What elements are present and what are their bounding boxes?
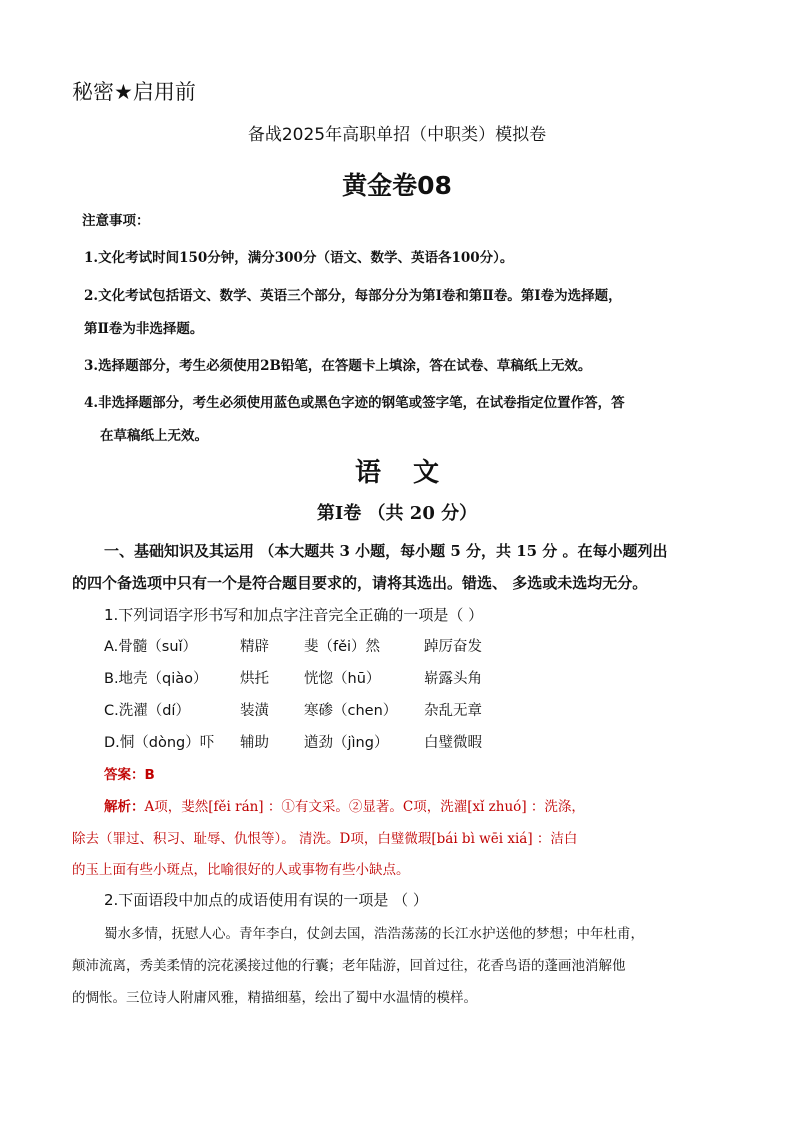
passage-line-1: 蜀水多情，抚慰人心。青年李白，仗剑去国，浩浩荡荡的长江水护送他的梦想；中年杜甫， — [104, 926, 644, 942]
explanation-label: 解析： — [104, 799, 145, 815]
note-item: 1.文化考试时间150分钟，满分300分（语文、数学、英语各100分）。 — [84, 250, 514, 266]
question-1-stem: 1.下列词语字形书写和加点字注音完全正确的一项是（ ） — [104, 606, 484, 624]
note-item: 在草稿纸上无效。 — [100, 428, 208, 444]
exam-subtitle: 备战2025年高职单招（中职类）模拟卷 — [247, 125, 547, 145]
passage-line-2: 颠沛流离，秀美柔情的浣花溪接过他的行囊；老年陆游，回首过往，花香鸟语的蓬画池消解他 — [72, 958, 626, 974]
explanation-line-1 — [104, 795, 585, 815]
option-b-word-4: 崭露头角 — [424, 671, 482, 687]
option-a-word-1: A.骨髓（suǐ） — [104, 639, 198, 655]
option-a-word-3: 斐（fěi）然 — [304, 639, 381, 655]
confidential-mark: 秘密★启用前 — [72, 80, 196, 104]
option-d-word-1: D.恫（dòng）吓 — [104, 735, 215, 751]
exam-title: 黄金卷08 — [342, 171, 452, 200]
subject-heading: 语文 — [354, 458, 471, 488]
option-b-word-3: 恍惚（hū） — [304, 671, 381, 687]
option-c-word-4: 杂乱无章 — [424, 703, 482, 719]
explanation-text: A项，斐然[fěi rán] ：①有文采。②显著。C项，洗濯[xǐ zhuó] ：洗涤， — [144, 799, 585, 815]
option-a-word-2: 精辟 — [240, 639, 269, 655]
option-c-word-3: 寒碜（chen） — [304, 703, 398, 719]
note-item: 第Ⅱ卷为非选择题。 — [84, 321, 204, 337]
note-item: 4.非选择题部分，考生必须使用蓝色或黑色字迹的钢笔或签字笔，在试卷指定位置作答，答 — [84, 395, 625, 411]
note-item: 3.选择题部分，考生必须使用2B铅笔，在答题卡上填涂，答在试卷、草稿纸上无效。 — [84, 358, 592, 374]
volume-heading: 第Ⅰ卷 （共 20 分） — [316, 503, 478, 524]
option-d-word-4: 白璧微暇 — [424, 735, 482, 751]
section-instruction: 一、基础知识及其运用 （本大题共 3 小题，每小题 5 分，共 15 分 。在每小题列出 — [104, 542, 668, 560]
option-a-word-4: 踔厉奋发 — [424, 639, 482, 655]
answer-label: 答案：B — [104, 767, 155, 783]
note-item: 2.文化考试包括语文、数学、英语三个部分，每部分分为第Ⅰ卷和第Ⅱ卷。第Ⅰ卷为选择题， — [84, 288, 622, 304]
explanation-line-3: 的玉上面有些小斑点，比喻很好的人或事物有些小缺点。 — [72, 862, 410, 878]
option-c-word-1: C.洗濯（dí） — [104, 703, 190, 719]
notes-heading: 注意事项： — [82, 213, 150, 229]
option-b-word-1: B.地壳（qiào） — [104, 671, 208, 687]
option-d-word-3: 遒劲（jìng） — [304, 735, 389, 751]
section-instruction: 的四个备选项中只有一个是符合题目要求的，请将其选出。错选、 多选或未选均无分。 — [72, 574, 648, 592]
option-c-word-2: 装潢 — [240, 703, 269, 719]
question-2-stem: 2.下面语段中加点的成语使用有误的一项是 （ ） — [104, 891, 428, 909]
option-d-word-2: 辅助 — [240, 735, 269, 751]
explanation-line-2: 除去（罪过、积习、耻辱、仇恨等）。 清洗。D项，白璧微瑕[bái bì wēi xiá] ：洁白 — [72, 831, 578, 847]
passage-line-3: 的惆怅。三位诗人附庸风雅，精描细墓，绘出了蜀中水温情的模样。 — [72, 990, 477, 1006]
option-b-word-2: 烘托 — [240, 671, 269, 687]
